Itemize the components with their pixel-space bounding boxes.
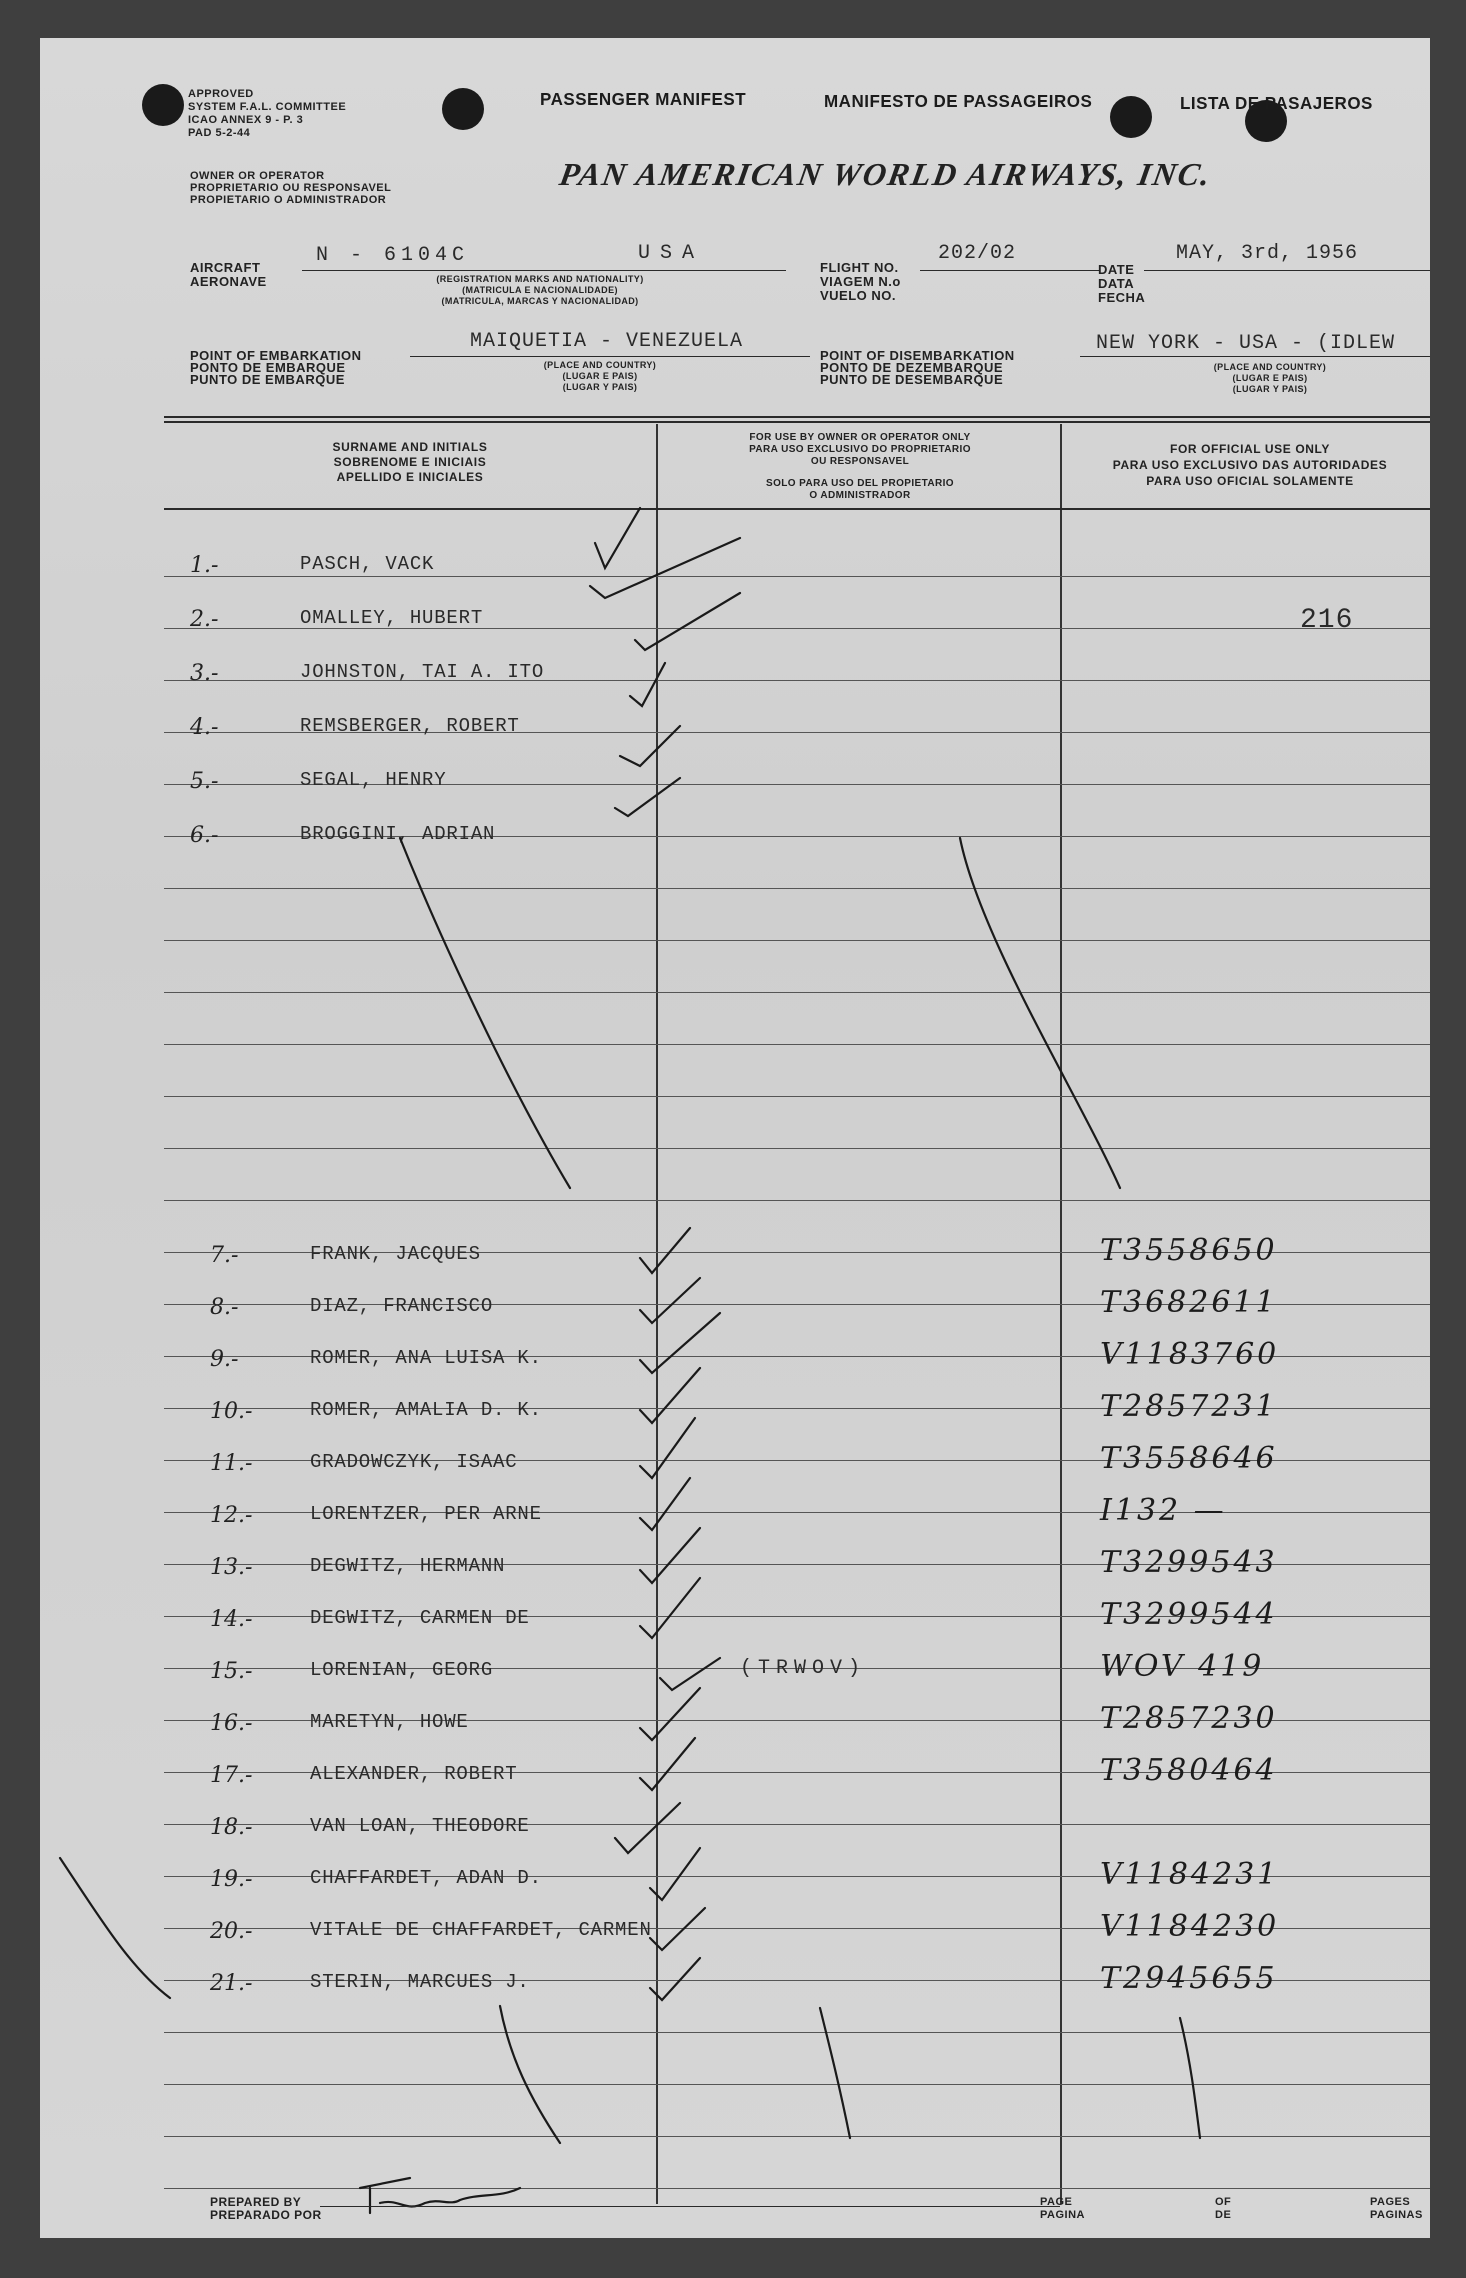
- check-mark: [640, 1418, 695, 1478]
- title-portuguese: MANIFESTO DE PASSAGEIROS: [824, 91, 1093, 112]
- row-number: 19.-: [210, 1867, 253, 1892]
- row-number: 15.-: [210, 1659, 253, 1684]
- row-number: 1.-: [190, 553, 219, 578]
- row-number: 14.-: [210, 1607, 253, 1632]
- approval-line-4: PAD 5-2-44: [188, 127, 251, 139]
- check-mark: [590, 538, 740, 598]
- passenger-name: JOHNSTON, TAI A. ITO: [300, 661, 545, 683]
- owner-label-es: PROPIETARIO O ADMINISTRADOR: [190, 194, 387, 206]
- passenger-name: MARETYN, HOWE: [310, 1711, 469, 1733]
- cancel-stroke: [820, 2008, 850, 2138]
- passenger-name: LORENIAN, GEORG: [310, 1659, 494, 1681]
- row-number: 17.-: [210, 1763, 253, 1788]
- row-number: 20.-: [210, 1919, 253, 1944]
- flight-label-en: FLIGHT NO.: [820, 260, 899, 275]
- passenger-name: VITALE DE CHAFFARDET, CARMEN: [310, 1919, 652, 1941]
- approval-line-3: ICAO ANNEX 9 - P. 3: [188, 114, 304, 126]
- passenger-name: FRANK, JACQUES: [310, 1243, 481, 1265]
- col-owner-4: SOLO PARA USO DEL PROPIETARIO: [766, 478, 954, 489]
- aircraft-caption-1: (REGISTRATION MARKS AND NATIONALITY): [436, 274, 644, 284]
- row-number: 8.-: [210, 1295, 239, 1320]
- passenger-name: LORENTZER, PER ARNE: [310, 1503, 542, 1525]
- check-mark: [640, 1578, 700, 1638]
- prepared-by-label-en: PREPARED BY: [210, 2195, 302, 2209]
- col-official-3: PARA USO OFICIAL SOLAMENTE: [1146, 474, 1354, 488]
- check-mark: [640, 1278, 700, 1323]
- passenger-name: DEGWITZ, CARMEN DE: [310, 1607, 530, 1629]
- row-number: 6.-: [190, 823, 219, 848]
- embark-label-en: POINT OF EMBARKATION: [190, 348, 362, 363]
- row-number: 9.-: [210, 1347, 239, 1372]
- official-entry: T3558650: [1100, 1233, 1278, 1268]
- row-number: 12.-: [210, 1503, 253, 1528]
- official-entry: T3682611: [1100, 1285, 1278, 1320]
- check-mark: [650, 1908, 705, 1950]
- of-label-pt: DE: [1215, 2209, 1232, 2221]
- col-owner-2: PARA USO EXCLUSIVO DO PROPRIETARIO: [749, 444, 971, 455]
- row-number: 10.-: [210, 1399, 253, 1424]
- row-number: 13.-: [210, 1555, 253, 1580]
- embark-label-pt: PONTO DE EMBARQUE: [190, 360, 346, 375]
- row-number: 18.-: [210, 1815, 253, 1840]
- flight-label-pt: VIAGEM N.o: [820, 274, 901, 289]
- check-mark: [615, 778, 680, 816]
- aircraft-caption-3: (MATRICULA, MARCAS Y NACIONALIDAD): [441, 296, 639, 306]
- row-number: 21.-: [210, 1971, 253, 1996]
- handwritten-marks: [40, 38, 1430, 2238]
- passenger-name: SEGAL, HENRY: [300, 769, 447, 791]
- row-number: 4.-: [190, 715, 219, 740]
- col-owner-3: OU RESPONSAVEL: [810, 456, 910, 467]
- check-mark: [640, 1528, 700, 1583]
- cancel-stroke: [400, 838, 570, 1188]
- approval-line-1: APPROVED: [188, 88, 254, 100]
- col-official-1: FOR OFFICIAL USE ONLY: [1170, 442, 1330, 456]
- check-mark: [640, 1478, 690, 1530]
- page-label-pt: PAGINA: [1040, 2209, 1085, 2221]
- row-number: 3.-: [190, 661, 219, 686]
- official-entry: T3299543: [1100, 1545, 1278, 1580]
- embark-caption-2: (LUGAR E PAIS): [562, 371, 638, 381]
- passenger-name: VAN LOAN, THEODORE: [310, 1815, 530, 1837]
- approval-line-2: SYSTEM F.A.L. COMMITTEE: [188, 101, 347, 113]
- manifest-sheet: [40, 38, 1430, 2238]
- airline-name: PAN AMERICAN WORLD AIRWAYS, INC.: [556, 156, 1215, 192]
- col-owner-1: FOR USE BY OWNER OR OPERATOR ONLY: [749, 432, 971, 443]
- official-entry: V1184231: [1100, 1857, 1280, 1892]
- check-mark: [640, 1228, 690, 1273]
- owner-label-pt: PROPRIETARIO OU RESPONSAVEL: [190, 182, 392, 194]
- disembark-label-en: POINT OF DISEMBARKATION: [820, 348, 1015, 363]
- operator-note: (TRWOV): [740, 1657, 867, 1680]
- title-spanish: LISTA DE PASAJEROS: [1180, 93, 1373, 114]
- check-mark: [640, 1738, 695, 1790]
- check-mark: [620, 726, 680, 766]
- passenger-name: REMSBERGER, ROBERT: [300, 715, 520, 737]
- official-entry: T3580464: [1100, 1753, 1278, 1788]
- official-entry: T3299544: [1100, 1597, 1278, 1632]
- title-english: PASSENGER MANIFEST: [540, 89, 747, 110]
- col-owner-5: O ADMINISTRADOR: [809, 490, 911, 501]
- passenger-name: STERIN, MARCUES J.: [310, 1971, 530, 1993]
- passenger-name: OMALLEY, HUBERT: [300, 607, 484, 629]
- pages-label-en: PAGES: [1370, 2196, 1411, 2208]
- official-entry: 216: [1300, 605, 1354, 636]
- official-entry: V1184230: [1100, 1909, 1280, 1944]
- flight-label-es: VUELO NO.: [820, 288, 897, 303]
- check-mark: [660, 1658, 720, 1690]
- pages-label-pt: PAGINAS: [1370, 2209, 1423, 2221]
- date-label-pt: DATA: [1098, 276, 1135, 291]
- of-label-en: OF: [1215, 2196, 1232, 2208]
- embark-caption-1: (PLACE AND COUNTRY): [543, 360, 657, 370]
- disembarkation-point: NEW YORK - USA - (IDLEW: [1096, 332, 1396, 355]
- date-label-en: DATE: [1098, 262, 1135, 277]
- check-mark: [650, 1958, 700, 2000]
- row-number: 7.-: [210, 1243, 239, 1268]
- passenger-name: PASCH, VACK: [300, 553, 435, 575]
- aircraft-nationality: USA: [638, 242, 705, 265]
- official-entry: T2857231: [1100, 1389, 1278, 1424]
- row-number: 16.-: [210, 1711, 253, 1736]
- official-entry: T2945655: [1100, 1961, 1278, 1996]
- embark-label-es: PUNTO DE EMBARQUE: [190, 372, 345, 387]
- col-names-3: APELLIDO E INICIALES: [336, 470, 484, 484]
- passenger-name: CHAFFARDET, ADAN D.: [310, 1867, 542, 1889]
- official-entry: I132 —: [1100, 1493, 1227, 1528]
- embark-caption-3: (LUGAR Y PAIS): [562, 382, 638, 392]
- cancel-stroke: [960, 838, 1120, 1188]
- col-official-2: PARA USO EXCLUSIVO DAS AUTORIDADES: [1112, 458, 1388, 472]
- check-mark: [630, 663, 665, 706]
- check-mark: [635, 593, 740, 650]
- check-mark: [595, 508, 640, 568]
- row-number: 11.-: [210, 1451, 253, 1476]
- aircraft-caption-2: (MATRICULA E NACIONALIDADE): [462, 285, 618, 295]
- col-names-1: SURNAME AND INITIALS: [332, 440, 488, 454]
- passenger-name: BROGGINI, ADRIAN: [300, 823, 496, 845]
- official-entry: T2857230: [1100, 1701, 1278, 1736]
- col-names-2: SOBRENOME E INICIAIS: [333, 455, 487, 469]
- row-number: 5.-: [190, 769, 219, 794]
- signature: [360, 2178, 520, 2213]
- check-mark: [615, 1803, 680, 1853]
- aircraft-registration: N - 6104C: [316, 244, 470, 267]
- disembark-label-pt: PONTO DE DEZEMBARQUE: [820, 360, 1004, 375]
- aircraft-label-en: AIRCRAFT: [190, 260, 261, 275]
- passenger-name: ROMER, AMALIA D. K.: [310, 1399, 542, 1421]
- official-entry: WOV 419: [1100, 1649, 1265, 1684]
- embarkation-point: MAIQUETIA - VENEZUELA: [470, 330, 744, 353]
- official-entry: V1183760: [1100, 1337, 1280, 1372]
- page-label-en: PAGE: [1040, 2196, 1073, 2208]
- official-entry: T3558646: [1100, 1441, 1278, 1476]
- passenger-name: ROMER, ANA LUISA K.: [310, 1347, 542, 1369]
- passenger-name: DEGWITZ, HERMANN: [310, 1555, 506, 1577]
- prepared-by-label-pt: PREPARADO POR: [210, 2208, 322, 2222]
- cancel-stroke: [1180, 2018, 1200, 2138]
- passenger-name: ALEXANDER, ROBERT: [310, 1763, 518, 1785]
- aircraft-label-pt: AERONAVE: [190, 274, 267, 289]
- disembark-label-es: PUNTO DE DESEMBARQUE: [820, 372, 1004, 387]
- owner-label-en: OWNER OR OPERATOR: [190, 170, 325, 182]
- disembark-caption-2: (LUGAR E PAIS): [1232, 373, 1308, 383]
- disembark-caption-1: (PLACE AND COUNTRY): [1213, 362, 1327, 372]
- check-mark: [640, 1368, 700, 1423]
- cancel-stroke: [500, 2006, 560, 2143]
- check-mark: [650, 1848, 700, 1900]
- passenger-name: DIAZ, FRANCISCO: [310, 1295, 494, 1317]
- cancel-stroke: [60, 1858, 170, 1998]
- row-number: 2.-: [190, 607, 219, 632]
- check-mark: [640, 1688, 700, 1740]
- disembark-caption-3: (LUGAR Y PAIS): [1232, 384, 1308, 394]
- flight-date: MAY, 3rd, 1956: [1176, 242, 1359, 265]
- date-label-es: FECHA: [1098, 290, 1146, 305]
- passenger-name: GRADOWCZYK, ISAAC: [310, 1451, 518, 1473]
- flight-number: 202/02: [938, 242, 1017, 265]
